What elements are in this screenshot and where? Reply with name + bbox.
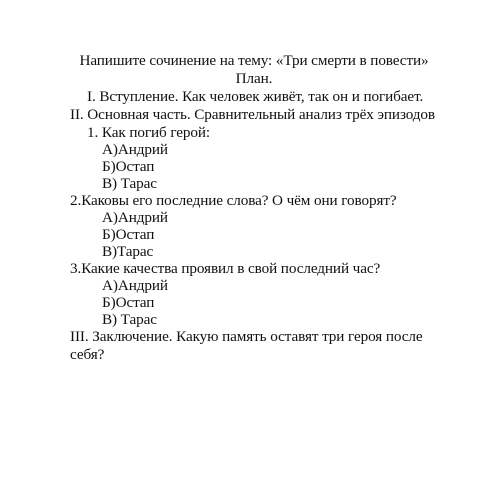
q2-option-andriy: А)Андрий (102, 209, 168, 226)
q2-option-taras: В)Тарас (102, 243, 154, 260)
question-1: 1. Как погиб герой: (87, 124, 211, 141)
q3-option-andriy: А)Андрий (102, 277, 168, 294)
q1-option-andriy: А)Андрий (102, 141, 168, 158)
q2-option-ostap: Б)Остап (102, 226, 155, 243)
section-conclusion: III. Заключение. Какую память оставят три героя после (70, 328, 423, 345)
question-2: 2.Каковы его последние слова? О чём они говорят? (70, 192, 397, 209)
q1-option-ostap: Б)Остап (102, 158, 155, 175)
section-main: II. Основная часть. Сравнительный анализ трёх эпизодов (70, 106, 435, 123)
plan-heading: План. (235, 70, 273, 87)
q3-option-ostap: Б)Остап (102, 294, 155, 311)
question-3: 3.Какие качества проявил в свой последний час? (70, 260, 381, 277)
q3-option-taras: В) Тарас (102, 311, 157, 328)
q1-option-taras: В) Тарас (102, 175, 157, 192)
section-conclusion-cont: себя? (70, 346, 105, 363)
section-introduction: I. Вступление. Как человек живёт, так он и погибает. (87, 88, 424, 105)
essay-title: Напишите сочинение на тему: «Три смерти в повести» (79, 52, 429, 69)
